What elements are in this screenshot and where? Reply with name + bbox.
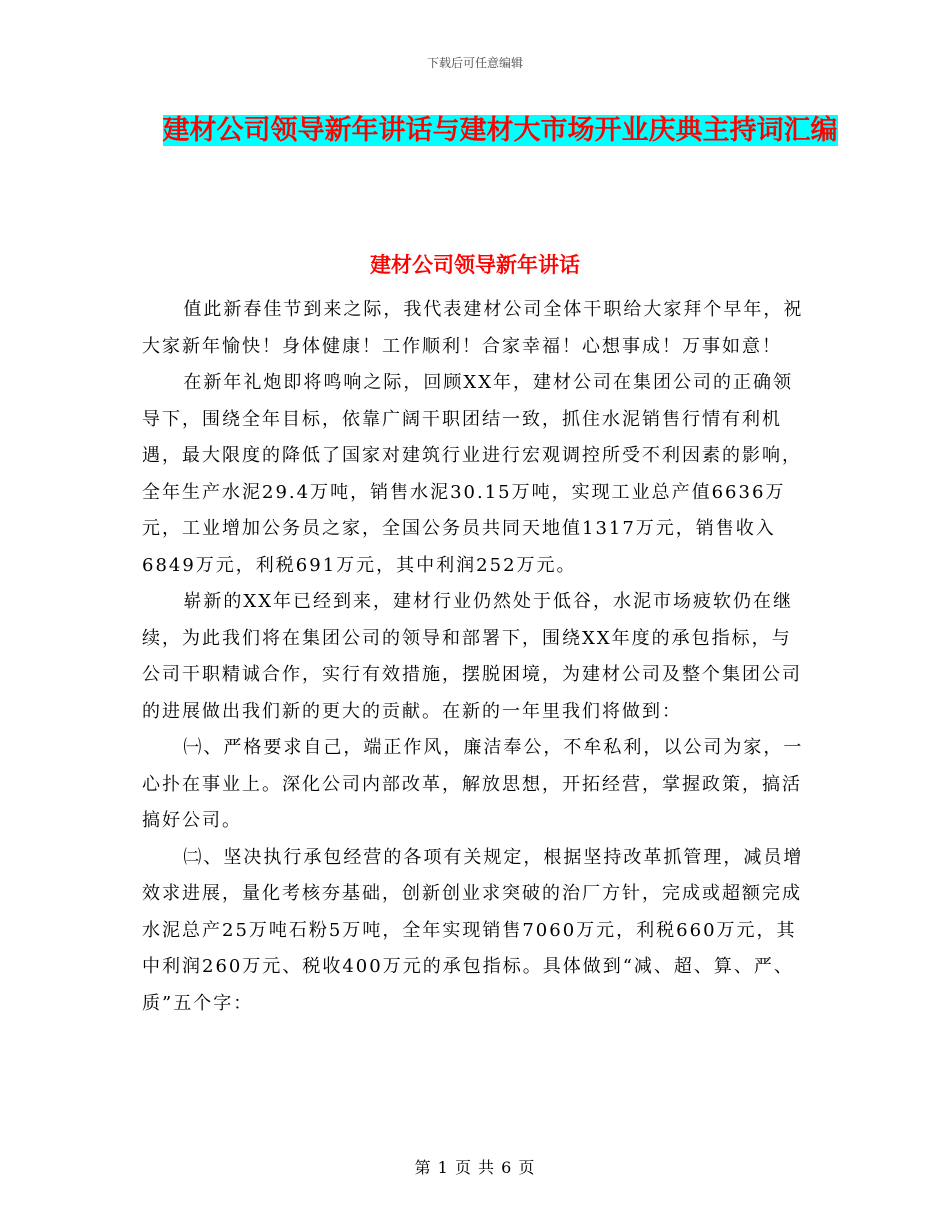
section-title: 建材公司领导新年讲话	[370, 253, 580, 277]
header-note: 下载后可任意编辑	[426, 56, 523, 70]
paragraph: 崭新的XX年已经到来，建材行业仍然处于低谷，水泥市场疲软仍在继续，为此我们将在集团公司的领导和部署下，围绕XX年度的承包指标，与公司干职精诚合作，实行有效措施，摆脱困境，为建材公司及整个集团公司的进展做出我们新的更大的贡献。在新的一年里我们将做到：	[142, 591, 802, 722]
paragraph: 在新年礼炮即将鸣响之际，回顾XX年，建材公司在集团公司的正确领导下，围绕全年目标，依靠广阔干职团结一致，抓住水泥销售行情有利机遇，最大限度的降低了国家对建筑行业进行宏观调控所受不利因素的影响，全年生产水泥29.4万吨，销售水泥30.15万吨，实现工业总产值6636万元，工业增加公务员之家，全国公务员共同天地值1317万元，销售收入6849万元，利税691万元，其中利润252万元。	[142, 372, 802, 576]
paragraph: ㈡、坚决执行承包经营的各项有关规定，根据坚持改革抓管理，减员增效求进展，量化考核夯基础，创新创业求突破的治厂方针，完成或超额完成水泥总产25万吨石粉5万吨，全年实现销售7060万元，利税660万元，其中利润260万元、税收400万元的承包指标。具体做到“减、超、算、严、质”五个字：	[142, 846, 804, 1014]
document-title	[150, 108, 850, 154]
page-number: 第 1 页 共 6 页	[414, 1158, 536, 1177]
paragraph: 值此新春佳节到来之际，我代表建材公司全体干职给大家拜个早年，祝大家新年愉快！身体健康！工作顺利！合家幸福！心想事成！万事如意！	[142, 299, 804, 357]
document-body	[142, 292, 804, 1022]
document-title-text: 建材公司领导新年讲话与建材大市场开业庆典主持词汇编	[162, 115, 838, 146]
paragraph: ㈠、严格要求自己，端正作风，廉洁奉公，不牟私利，以公司为家，一心扑在事业上。深化公司内部改革，解放思想，开拓经营，掌握政策，搞活搞好公司。	[142, 737, 804, 831]
